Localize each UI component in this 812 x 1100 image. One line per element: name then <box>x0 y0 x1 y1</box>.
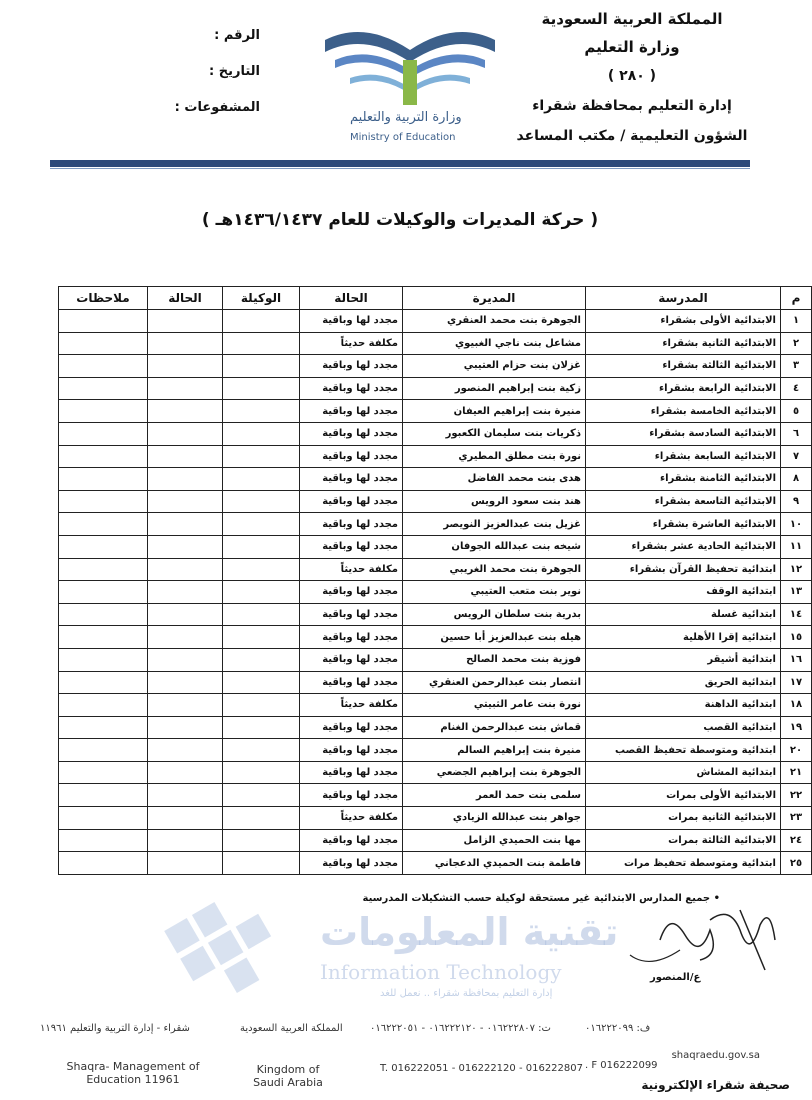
status-cell: مجدد لها وباقية <box>300 648 403 671</box>
principal-cell: بدرية بنت سلطان الرويس <box>403 603 586 626</box>
principal-cell: هيله بنت عبدالعزيز أبا حسين <box>403 626 586 649</box>
school-cell: ابتدائية الداهنة <box>586 694 781 717</box>
school-cell: الابتدائية الثانية بمرات <box>586 807 781 830</box>
row-number: ٢٢ <box>781 784 812 807</box>
administration-name: إدارة التعليم بمحافظة شقراء <box>532 98 732 114</box>
deputy-status-cell <box>148 716 223 739</box>
status-cell: مجدد لها وباقية <box>300 535 403 558</box>
watermark-english: Information Technology <box>320 960 562 984</box>
status-cell: مجدد لها وباقية <box>300 468 403 491</box>
row-number: ٢٤ <box>781 829 812 852</box>
deputy-status-cell <box>148 445 223 468</box>
row-number: ٦ <box>781 422 812 445</box>
notes-cell <box>59 761 148 784</box>
school-cell: ابتدائية أشيقر <box>586 648 781 671</box>
deputy-status-cell <box>148 694 223 717</box>
table-row <box>59 558 812 581</box>
watermark-slogan: إدارة التعليم بمحافظة شقراء .. نعمل للغد <box>380 988 553 999</box>
signature-area <box>590 900 790 1000</box>
school-cell: الابتدائية الثانية بشقراء <box>586 332 781 355</box>
principal-cell: ذكريات بنت سليمان الكعبور <box>403 422 586 445</box>
principal-cell: الجوهرة بنت إبراهيم الجضعي <box>403 761 586 784</box>
table-row <box>59 468 812 491</box>
website: shaqraedu.gov.sa <box>671 1050 760 1061</box>
notes-cell <box>59 739 148 762</box>
status-cell: مجدد لها وباقية <box>300 739 403 762</box>
notes-cell <box>59 626 148 649</box>
school-cell: ابتدائية ومتوسطة تحفيظ مرات <box>586 852 781 875</box>
table-row <box>59 581 812 604</box>
principal-cell: منيرة بنت إبراهيم السالم <box>403 739 586 762</box>
principal-cell: غزلان بنت حزام العتيبي <box>403 355 586 378</box>
table-row <box>59 513 812 536</box>
deputy-cell <box>223 626 300 649</box>
status-cell: مجدد لها وباقية <box>300 490 403 513</box>
deputy-cell <box>223 807 300 830</box>
deputy-cell <box>223 445 300 468</box>
deputy-status-cell <box>148 310 223 333</box>
row-number: ١٢ <box>781 558 812 581</box>
ministry-logo <box>315 20 505 150</box>
notes-cell <box>59 377 148 400</box>
deputy-status-cell <box>148 377 223 400</box>
deputy-cell <box>223 310 300 333</box>
status-cell: مجدد لها وباقية <box>300 310 403 333</box>
signature-scribble-icon <box>590 900 790 980</box>
row-number: ١٥ <box>781 626 812 649</box>
notes-cell <box>59 603 148 626</box>
school-cell: الابتدائية الثالثة بمرات <box>586 829 781 852</box>
principal-cell: هدى بنت محمد الفاضل <box>403 468 586 491</box>
header-notes: ملاحظات <box>59 287 148 310</box>
status-cell: مجدد لها وباقية <box>300 422 403 445</box>
row-number: ٢٠ <box>781 739 812 762</box>
status-cell: مجدد لها وباقية <box>300 829 403 852</box>
row-number: ١٦ <box>781 648 812 671</box>
row-number: ٢٣ <box>781 807 812 830</box>
table-row <box>59 761 812 784</box>
status-cell: مجدد لها وباقية <box>300 852 403 875</box>
deputy-cell <box>223 422 300 445</box>
deputy-status-cell <box>148 603 223 626</box>
school-cell: ابتدائية القصب <box>586 716 781 739</box>
principal-cell: الجوهرة بنت محمد العنقري <box>403 310 586 333</box>
phones-english: T. 016222051 - 016222120 - 016222807 <box>380 1063 583 1074</box>
status-cell: مجدد لها وباقية <box>300 671 403 694</box>
notes-cell <box>59 694 148 717</box>
header-school: المدرسة <box>586 287 781 310</box>
deputy-status-cell <box>148 332 223 355</box>
address-arabic: شقراء - إدارة التربية والتعليم ١١٩٦١ <box>40 1023 190 1034</box>
deputy-cell <box>223 581 300 604</box>
school-cell: الابتدائية السادسة بشقراء <box>586 422 781 445</box>
notes-cell <box>59 535 148 558</box>
school-cell: ابتدائية الوقف <box>586 581 781 604</box>
school-cell: الابتدائية الأولى بمرات <box>586 784 781 807</box>
document-number: ( ٢٨٠ ) <box>607 68 657 84</box>
school-cell: الابتدائية الأولى بشقراء <box>586 310 781 333</box>
school-cell: الابتدائية العاشرة بشقراء <box>586 513 781 536</box>
fax-arabic: ف: ٠١٦٢٢٢٠٩٩ <box>585 1023 651 1034</box>
row-number: ١١ <box>781 535 812 558</box>
deputy-status-cell <box>148 558 223 581</box>
school-cell: الابتدائية الحادية عشر بشقراء <box>586 535 781 558</box>
header-num: م <box>781 287 812 310</box>
letterhead-left <box>150 28 260 136</box>
ministry-name: وزارة التعليم <box>584 38 680 56</box>
deputy-status-cell <box>148 807 223 830</box>
header-principal: المديرة <box>403 287 586 310</box>
table-row <box>59 807 812 830</box>
deputy-cell <box>223 558 300 581</box>
deputy-status-cell <box>148 468 223 491</box>
signatory-name: ع/المنصور <box>650 972 701 983</box>
ref-label: الرقم : <box>214 28 260 43</box>
notes-cell <box>59 445 148 468</box>
deputy-cell <box>223 332 300 355</box>
status-cell: مجدد لها وباقية <box>300 377 403 400</box>
school-cell: الابتدائية الخامسة بشقراء <box>586 400 781 423</box>
table-row <box>59 671 812 694</box>
school-cell: الابتدائية السابعة بشقراء <box>586 445 781 468</box>
status-cell: مجدد لها وباقية <box>300 513 403 536</box>
status-cell: مجدد لها وباقية <box>300 603 403 626</box>
principal-cell: جواهر بنت عبدالله الزيادي <box>403 807 586 830</box>
row-number: ١٠ <box>781 513 812 536</box>
deputy-cell <box>223 784 300 807</box>
status-cell: مجدد لها وباقية <box>300 761 403 784</box>
notes-cell <box>59 784 148 807</box>
logo-english-text: Ministry of Education <box>350 132 456 143</box>
deputy-cell <box>223 535 300 558</box>
department-name: الشؤون التعليمية / مكتب المساعد <box>516 128 748 144</box>
principal-cell: فاطمة بنت الحميدي الدعجاني <box>403 852 586 875</box>
row-number: ١٤ <box>781 603 812 626</box>
notes-cell <box>59 513 148 536</box>
row-number: ٢١ <box>781 761 812 784</box>
status-cell: مجدد لها وباقية <box>300 626 403 649</box>
deputy-cell <box>223 490 300 513</box>
letterhead-right <box>512 10 752 144</box>
notes-cell <box>59 829 148 852</box>
row-number: ٣ <box>781 355 812 378</box>
principal-cell: سلمى بنت حمد العمر <box>403 784 586 807</box>
row-number: ٧ <box>781 445 812 468</box>
principal-cell: الجوهرة بنت محمد الغريبي <box>403 558 586 581</box>
status-cell: مجدد لها وباقية <box>300 716 403 739</box>
row-number: ٥ <box>781 400 812 423</box>
notes-cell <box>59 852 148 875</box>
header-status: الحالة <box>300 287 403 310</box>
deputy-status-cell <box>148 355 223 378</box>
table-row <box>59 355 812 378</box>
deputy-cell <box>223 513 300 536</box>
school-cell: ابتدائية إقرا الأهلية <box>586 626 781 649</box>
status-cell: مجدد لها وباقية <box>300 400 403 423</box>
deputy-cell <box>223 377 300 400</box>
deputy-status-cell <box>148 513 223 536</box>
deputy-cell <box>223 468 300 491</box>
header-deputy-status: الحالة <box>148 287 223 310</box>
deputy-status-cell <box>148 490 223 513</box>
school-cell: ابتدائية غسلة <box>586 603 781 626</box>
deputy-status-cell <box>148 648 223 671</box>
school-cell: ابتدائية المشاش <box>586 761 781 784</box>
table-row <box>59 716 812 739</box>
table-row <box>59 648 812 671</box>
status-cell: مكلفة حديثاً <box>300 332 403 355</box>
table-row <box>59 445 812 468</box>
notes-cell <box>59 400 148 423</box>
table-row <box>59 535 812 558</box>
kingdom-footer-arabic: المملكة العربية السعودية <box>240 1023 343 1034</box>
school-cell: الابتدائية التاسعة بشقراء <box>586 490 781 513</box>
notes-cell <box>59 355 148 378</box>
table-row <box>59 626 812 649</box>
deputy-cell <box>223 739 300 762</box>
deputy-cell <box>223 671 300 694</box>
deputy-status-cell <box>148 535 223 558</box>
notes-cell <box>59 807 148 830</box>
watermark-logo-icon <box>150 890 310 1000</box>
notes-cell <box>59 422 148 445</box>
table-row <box>59 490 812 513</box>
deputy-cell <box>223 829 300 852</box>
deputy-status-cell <box>148 829 223 852</box>
table-row <box>59 739 812 762</box>
kingdom-name: المملكة العربية السعودية <box>541 10 723 28</box>
school-cell: الابتدائية الثالثة بشقراء <box>586 355 781 378</box>
principal-cell: منيرة بنت إبراهيم العيفان <box>403 400 586 423</box>
principal-cell: مشاعل بنت ناجي الغبيوي <box>403 332 586 355</box>
deputy-status-cell <box>148 739 223 762</box>
principal-cell: نورة بنت مطلق المطيري <box>403 445 586 468</box>
table-row <box>59 694 812 717</box>
deputy-cell <box>223 716 300 739</box>
row-number: ١٧ <box>781 671 812 694</box>
row-number: ١٣ <box>781 581 812 604</box>
principal-cell: فوزية بنت محمد الصالح <box>403 648 586 671</box>
notes-cell <box>59 490 148 513</box>
school-cell: ابتدائية ومتوسطة تحفيظ القصب <box>586 739 781 762</box>
principal-cell: قماش بنت عبدالرحمن الغنام <box>403 716 586 739</box>
document-title: ( حركة المديرات والوكيلات للعام ١٤٣٦/١٤٣٧هـ ) <box>201 210 599 230</box>
deputy-cell <box>223 648 300 671</box>
table-row <box>59 603 812 626</box>
table-row <box>59 400 812 423</box>
principal-cell: زكية بنت إبراهيم المنصور <box>403 377 586 400</box>
table-row <box>59 377 812 400</box>
header-deputy: الوكيلة <box>223 287 300 310</box>
source-credit: صحيفة شقراء الإلكترونية <box>641 1078 790 1092</box>
status-cell: مجدد لها وباقية <box>300 581 403 604</box>
deputy-cell <box>223 603 300 626</box>
deputy-cell <box>223 400 300 423</box>
deputy-status-cell <box>148 671 223 694</box>
deputy-cell <box>223 355 300 378</box>
status-cell: مجدد لها وباقية <box>300 355 403 378</box>
row-number: ٤ <box>781 377 812 400</box>
phones-arabic: ت: ٠١٦٢٢٢٨٠٧ - ٠١٦٢٢٢١٢٠ - ٠١٦٢٢٢٠٥١ <box>370 1023 551 1034</box>
notes-cell <box>59 671 148 694</box>
notes-cell <box>59 716 148 739</box>
deputy-cell <box>223 761 300 784</box>
school-cell: ابتدائية تحفيظ القرآن بشقراء <box>586 558 781 581</box>
principal-cell: هند بنت سعود الرويس <box>403 490 586 513</box>
table-row <box>59 784 812 807</box>
deputy-status-cell <box>148 626 223 649</box>
principal-cell: مها بنت الحميدي الزامل <box>403 829 586 852</box>
deputy-status-cell <box>148 400 223 423</box>
principal-cell: انتصار بنت عبدالرحمن العنقري <box>403 671 586 694</box>
table-header-row <box>59 287 812 310</box>
school-cell: ابتدائية الحريق <box>586 671 781 694</box>
principals-table <box>58 286 812 875</box>
row-number: ١٨ <box>781 694 812 717</box>
deputy-cell <box>223 852 300 875</box>
row-number: ١ <box>781 310 812 333</box>
header-divider-thin <box>50 168 750 169</box>
principal-cell: نوير بنت متعب العتيبي <box>403 581 586 604</box>
attachments-label: المشفوعات : <box>174 100 260 115</box>
table-row <box>59 332 812 355</box>
principal-cell: غزيل بنت عبدالعزيز النويصر <box>403 513 586 536</box>
logo-arabic-text: وزارة التربية والتعليم <box>350 110 462 125</box>
notes-cell <box>59 558 148 581</box>
footnote: • جميع المدارس الابتدائية غير مستحقة لوكيلة حسب التشكيلات المدرسية <box>362 893 720 904</box>
fax-english: . F 016222099 <box>585 1060 658 1071</box>
status-cell: مكلفة حديثاً <box>300 807 403 830</box>
principal-cell: شيخه بنت عبدالله الجوفان <box>403 535 586 558</box>
row-number: ٩ <box>781 490 812 513</box>
status-cell: مكلفة حديثاً <box>300 558 403 581</box>
school-cell: الابتدائية الرابعة بشقراء <box>586 377 781 400</box>
deputy-status-cell <box>148 581 223 604</box>
notes-cell <box>59 581 148 604</box>
address-english: Shaqra- Management of Education 11961 <box>66 1060 200 1086</box>
status-cell: مجدد لها وباقية <box>300 784 403 807</box>
principal-cell: نورة بنت عامر الثبيتي <box>403 694 586 717</box>
header-divider <box>50 160 750 167</box>
school-cell: الابتدائية الثامنة بشقراء <box>586 468 781 491</box>
deputy-status-cell <box>148 784 223 807</box>
watermark-arabic: تقنية المعلومات <box>320 910 619 954</box>
table-row <box>59 829 812 852</box>
date-label: التاريخ : <box>209 64 260 79</box>
table-row <box>59 852 812 875</box>
book-logo-icon <box>315 20 505 110</box>
kingdom-footer-english: Kingdom of Saudi Arabia <box>253 1063 323 1089</box>
table-row <box>59 310 812 333</box>
row-number: ١٩ <box>781 716 812 739</box>
notes-cell <box>59 310 148 333</box>
status-cell: مجدد لها وباقية <box>300 445 403 468</box>
deputy-status-cell <box>148 852 223 875</box>
status-cell: مكلفة حديثاً <box>300 694 403 717</box>
deputy-cell <box>223 694 300 717</box>
notes-cell <box>59 468 148 491</box>
table-row <box>59 422 812 445</box>
notes-cell <box>59 648 148 671</box>
deputy-status-cell <box>148 761 223 784</box>
it-watermark <box>150 890 630 1010</box>
row-number: ٢٥ <box>781 852 812 875</box>
notes-cell <box>59 332 148 355</box>
row-number: ٢ <box>781 332 812 355</box>
deputy-status-cell <box>148 422 223 445</box>
row-number: ٨ <box>781 468 812 491</box>
